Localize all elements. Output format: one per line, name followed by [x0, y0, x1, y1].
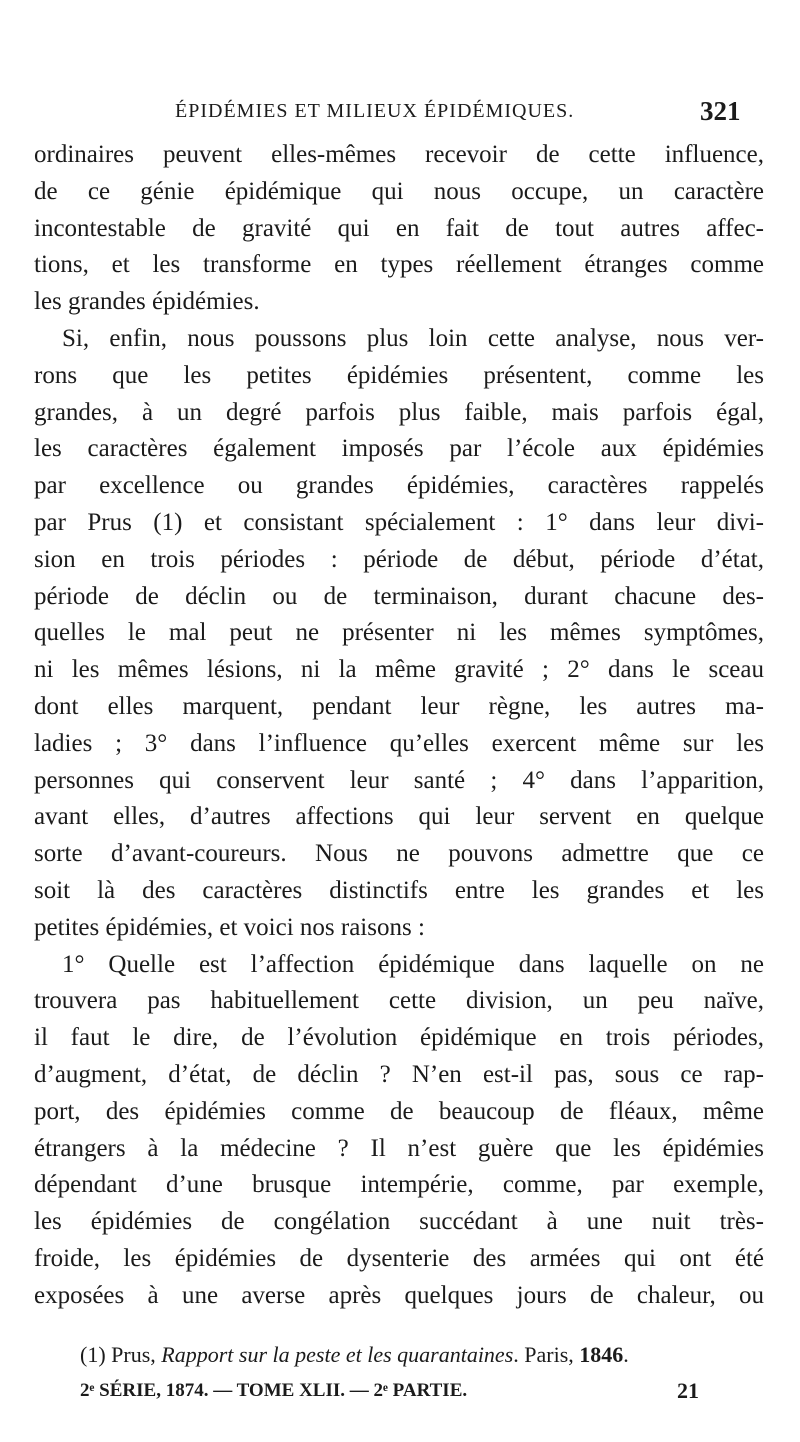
text-line: d’augment, d’état, de déclin ? N’en est-il pas, sous ce rap-	[34, 1060, 764, 1088]
text-line: par Prus (1) et consistant spécialement : 1° dans leur divi-	[34, 508, 764, 536]
text-line: exposées à une averse après quelques jours de chaleur, ou	[34, 1281, 764, 1309]
text-line: petites épidémies, et voici nos raisons :	[34, 913, 425, 941]
text-line: étrangers à la médecine ? Il n’est guère que les épidémies	[34, 1134, 764, 1162]
text-line: tions, et les transforme en types réellement étranges comme	[34, 251, 764, 279]
text-line: soit là des caractères distinctifs entre les grandes et les	[34, 876, 764, 904]
text-line: incontestable de gravité qui en fait de tout autres affec-	[34, 214, 764, 242]
text-line: avant elles, d’autres affections qui leur servent en quelque	[34, 803, 764, 831]
text-line: dépendant d’une brusque intempérie, comme, par exemple,	[34, 1171, 764, 1199]
text-line: Si, enfin, nous poussons plus loin cette analyse, nous ver-	[62, 324, 764, 352]
text-line: il faut le dire, de l’évolution épidémique en trois périodes,	[34, 1024, 764, 1052]
footnote-end: .	[623, 1342, 629, 1367]
text-line: dont elles marquent, pendant leur règne, les autres ma-	[34, 692, 764, 720]
text-line: les grandes épidémies.	[34, 288, 260, 316]
text-line: les caractères également imposés par l’école aux épidémies	[34, 435, 764, 463]
text-line: période de déclin ou de terminaison, durant chacune des-	[34, 582, 764, 610]
page-number: 321	[700, 96, 741, 126]
text-line: quelles le mal peut ne présenter ni les mêmes symptômes,	[34, 619, 764, 647]
running-title: ÉPIDÉMIES ET MILIEUX ÉPIDÉMIQUES.	[175, 100, 575, 122]
signature-number: 21	[677, 1378, 699, 1403]
text-line: rons que les petites épidémies présentent, comme les	[34, 361, 764, 389]
text-line: port, des épidémies comme de beaucoup de fléaux, même	[34, 1097, 764, 1125]
page-header	[0, 96, 800, 128]
footnote-year: 1846	[579, 1342, 624, 1367]
text-line: sorte d’avant-coureurs. Nous ne pouvons admettre que ce	[34, 840, 764, 868]
text-line: trouvera pas habituellement cette division, un peu naïve,	[34, 987, 764, 1015]
text-line: ni les mêmes lésions, ni la même gravité ; 2° dans le sceau	[34, 656, 764, 684]
footnote-title: Rapport sur la peste et les quarantaines	[161, 1342, 514, 1367]
footnote-marker: (1) Prus,	[80, 1342, 162, 1367]
text-line: ordinaires peuvent elles-mêmes recevoir de cette influence,	[34, 141, 764, 168]
text-line: personnes qui conservent leur santé ; 4° dans l’apparition,	[34, 766, 764, 794]
text-line: froide, les épidémies de dysenterie des armées qui ont été	[34, 1244, 764, 1272]
text-line: les épidémies de congélation succédant à une nuit très-	[34, 1208, 764, 1236]
text-line: de ce génie épidémique qui nous occupe, un caractère	[34, 177, 764, 205]
footnote-after: . Paris,	[513, 1342, 580, 1367]
text-line: par excellence ou grandes épidémies, caractères rappelés	[34, 472, 764, 500]
body-text	[34, 137, 764, 1315]
footnote	[80, 1342, 629, 1368]
text-line: 1° Quelle est l’affection épidémique dans laquelle on ne	[62, 950, 764, 978]
text-line: ladies ; 3° dans l’influence qu’elles exercent même sur les	[34, 729, 764, 757]
text-line: sion en trois périodes : période de début, période d’état,	[34, 545, 764, 573]
text-line: grandes, à un degré parfois plus faible, mais parfois égal,	[34, 398, 764, 426]
signature-series: 2ᵉ SÉRIE, 1874. — TOME XLII. — 2ᵉ PARTIE.	[80, 1380, 468, 1401]
